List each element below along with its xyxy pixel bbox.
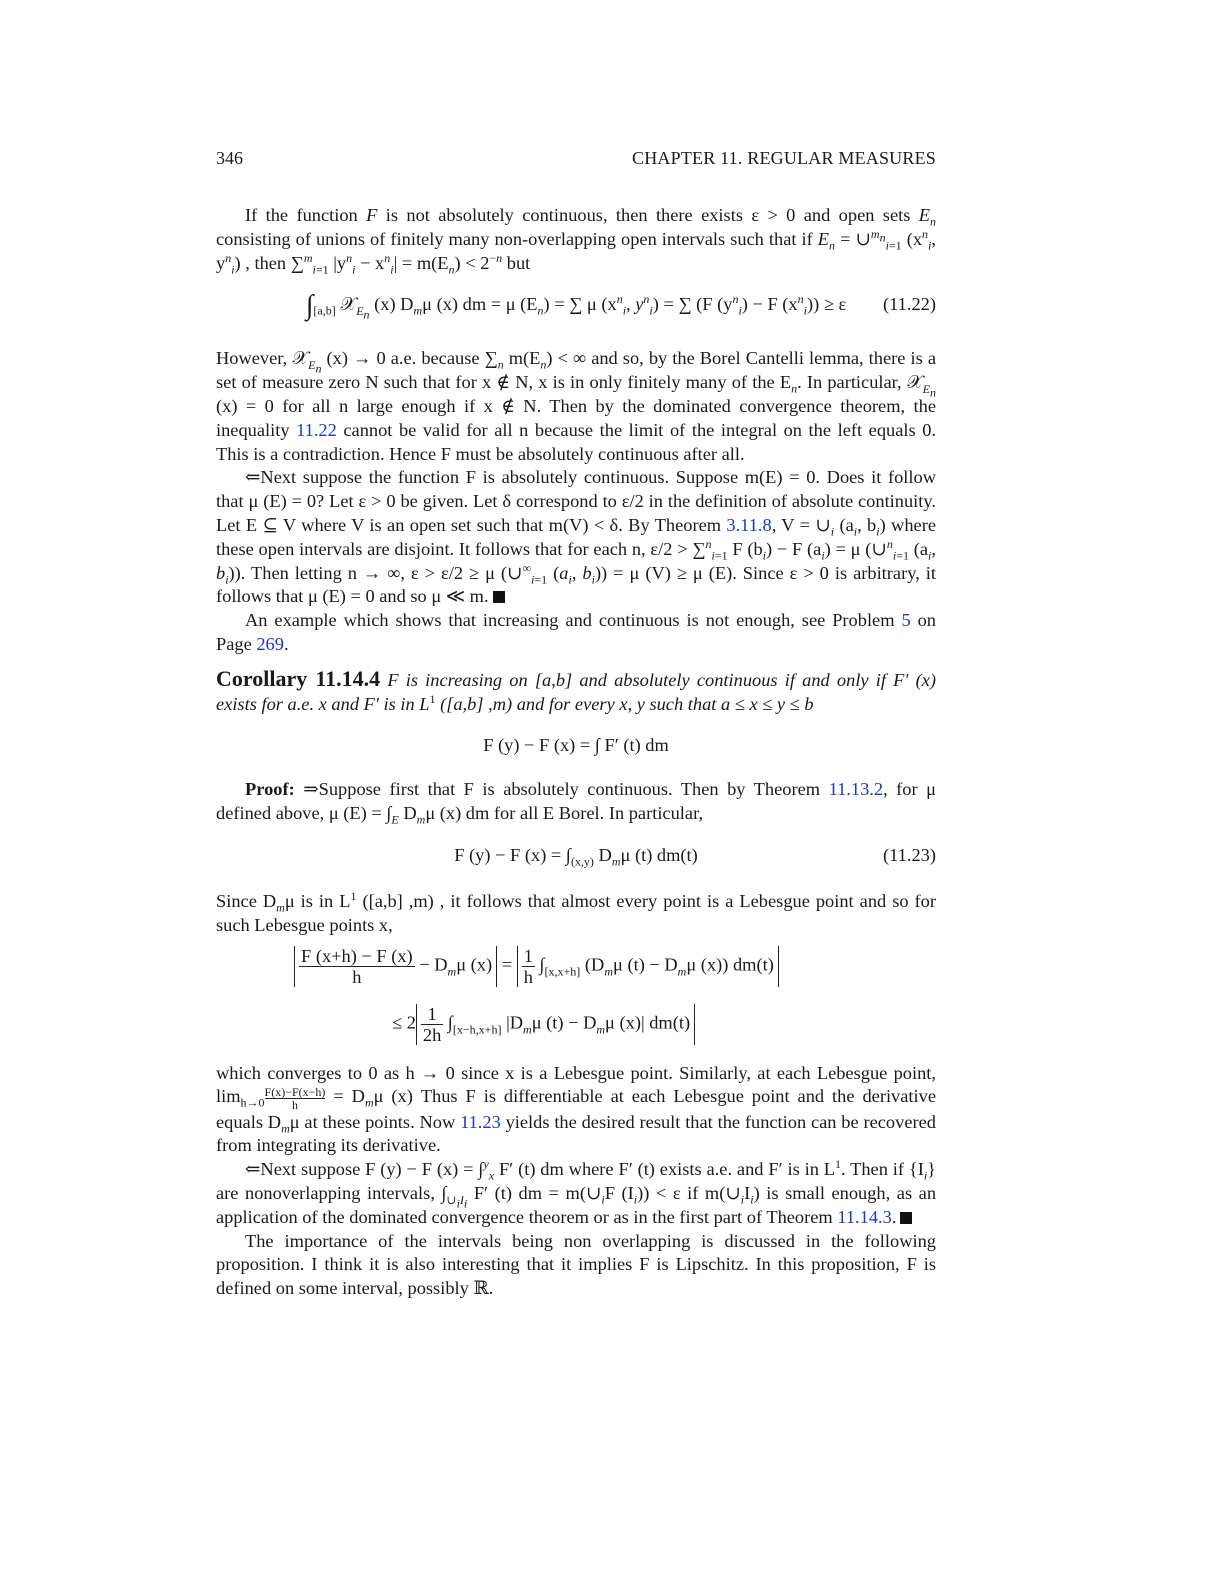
paragraph-6: which converges to 0 as h → 0 since x is a Lebesgue point. Similarly, at each Lebesgue point, $\lim_{h\to 0}$ $\frac{F(x)-F(x-h)}{h} = D_m\mu$ (x) Thus F is differentiable at each Lebesgue point and the derivative equals $D_m\mu$ at these points. Now 11.23 yields the desired result that the function can be recovered from integrating its derivative.	[216, 1062, 936, 1156]
paragraph-4: An example which shows that increasing and continuous is not enough, see Problem 5 on Page 269.	[216, 610, 936, 654]
ref-11-22[interactable]: 11.22	[296, 419, 337, 440]
ref-11-23[interactable]: 11.23	[460, 1111, 501, 1132]
equation-11-23: F (y) − F $(x) = \int_{(x,y)}$ $D_m\mu$ (t) dm(t) (11.23)	[454, 844, 936, 869]
proof-paragraph-1: Proof: ⇒Suppose first that F is absolutely continuous. Then by Theorem 11.13.2, for μ defined above, μ $(E) = \int_E$ $D_m\mu$ (x) dm for all E Borel. In particular,	[216, 779, 936, 827]
page-body	[216, 204, 936, 1301]
qed-mark	[493, 591, 505, 603]
corollary-equation: F (y) − F (x) = ∫ F′ (t) dm	[483, 735, 669, 756]
proof-label: Proof:	[245, 779, 295, 800]
ref-3-11-8[interactable]: 3.11.8	[726, 514, 772, 535]
paragraph-5: Since $D_m\mu$ is in $L^1$ ([a,b] ,m) , it follows that almost every point is a Lebesgue point and so for such Lebesgue points x,	[216, 888, 936, 935]
ref-11-14-3[interactable]: 11.14.3	[837, 1206, 892, 1227]
ref-11-13-2[interactable]: 11.13.2	[828, 779, 884, 800]
lebesgue-point-estimate: $\frac{F (x+h) - F (x)}{h}$ − $D_m\mu$ (x) = $\frac{1}{h}$ $\int_{[x,x+h]}$ ($D_m\mu$ $(t) - D_m\mu$ (x)) dm(t) ≤ 2 $\frac{1}{2h}$ $\int_{[x-h,x+h]}$ $|D_m\mu$ $(t) - D_m\mu$ (x)| dm(t)	[216, 938, 936, 1062]
paragraph-8: The importance of the intervals being non overlapping is discussed in the following proposition. I think it is also interesting that it implies F is Lipschitz. In this proposition, F is defined on some interval, possibly ℝ.	[216, 1230, 936, 1299]
paragraph-3: ⇐Next suppose the function F is absolutely continuous. Suppose m(E) = 0. Does it follow that μ (E) = 0? Let ε > 0 be given. Let δ correspond to ε/2 in the definition of absolute continuity. Let E ⊆ V where V is an open set such that m(V) < δ. By Theorem 3.11.8, $V = \cup_i$ ($a_i$, $b_i$) where these open intervals are disjoint. It follows that for each n, ε/2 > ∑$^n_{i=1}$ F $(b_i) - F$ $(a_i) = \mu$ (∪$^n_{i=1}$ ($a_i$, $b_i$)). Then letting n → ∞, ε > ε/2 ≥ μ ($\cup^\infty_{i=1}$ ($a_i$, $b_i)) = \mu$ (V) ≥ μ (E). Since ε > 0 is arbitrary, it follows that μ (E) = 0 and so μ ≪ m.	[216, 467, 936, 607]
equation-11-22: $\int_{[a,b]}$ 𝒳$_{E_n}$ (x) $D_m\mu$ (x) dm = μ $(E_n)$ = ∑ μ ($x^n_i$, $y^n_i$) = ∑ (F $(y^n_i) - F$ $(x^n_i)) \ge \varepsilon$ (11.22)	[305, 290, 936, 322]
corollary-11-14-4: Corollary 11.14.4 F is increasing on [a,b] and absolutely continuous if and only if F′ (x) exists for a.e. x and F′ is in $L^1$ ([a,b] ,m) and for every x, y such that a ≤ x ≤ y ≤ b	[216, 665, 937, 714]
page	[216, 0, 936, 1584]
corollary-label: Corollary 11.14.4	[216, 665, 381, 691]
paragraph-1: If the function F is not absolutely continuous, then there exists ε > 0 and open sets $E_n$ consisting of unions of finitely many non-overlapping open intervals such that if $E_n$ = ∪$^{m_n}_{i=1}$ ($x^n_i$, $y^n_i$) , then ∑$^m_{i=1}$ $|y^n_i - x^n_i| = m(E_n) < 2^{-n}$ but	[216, 205, 937, 277]
equation-number-11-23: (11.23)	[883, 844, 936, 865]
ref-problem-5[interactable]: 5	[901, 610, 911, 631]
page-number: 346	[216, 148, 243, 168]
equation-number-11-22: (11.22)	[883, 294, 936, 315]
qed-mark-2	[900, 1212, 912, 1224]
chapter-title: CHAPTER 11. REGULAR MEASURES	[632, 148, 936, 168]
paragraph-2: However, 𝒳$_{E_n}$ (x) → 0 a.e. because $\sum_n$ $m(E_n)$ < ∞ and so, by the Borel Cantelli lemma, there is a set of measure zero N such that for x ∉ N, x is in only finitely many of the $E_n$. In particular, 𝒳$_{E_n}$ (x) = 0 for all n large enough if x ∉ N. Then by the dominated convergence theorem, the inequality 11.22 cannot be valid for all n because the limit of the integral on the left equals 0. This is a contradiction. Hence F must be absolutely continuous after all.	[216, 348, 936, 464]
paragraph-7: ⇐Next suppose F (y) − F (x) = ∫$^y_x$ F′ (t) dm where F′ (t) exists a.e. and F′ is in $L^1$. Then if $\{I_i\}$ are nonoverlapping intervals, $\int_{\cup_iI_i}$ F′ (t) dm = $m(\cup_iF$ $(I_i)) < \varepsilon$ if $m(\cup_iI_i)$ is small enough, as an application of the dominated convergence theorem or as in the first part of Theorem 11.14.3.	[216, 1157, 937, 1227]
ref-page-269[interactable]: 269	[256, 633, 284, 654]
